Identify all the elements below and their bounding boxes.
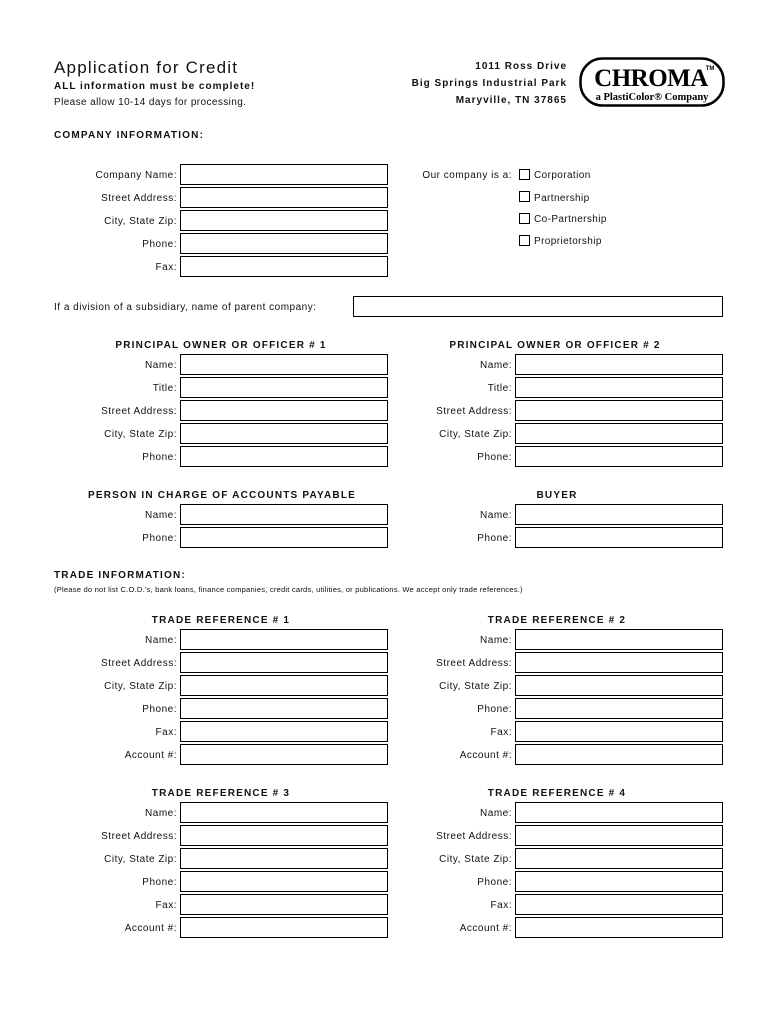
company-fax-label: Fax:: [155, 262, 177, 273]
buyer-name-input[interactable]: [515, 504, 723, 525]
officer-1-header: PRINCIPAL OWNER OR OFFICER # 1: [115, 340, 327, 351]
ref-1-fax-label: Fax:: [155, 727, 177, 738]
trade-section-title: TRADE INFORMATION:: [54, 570, 186, 581]
officer-1-city-input[interactable]: [180, 423, 388, 444]
officer-2-name-input[interactable]: [515, 354, 723, 375]
ref-3-account-input[interactable]: [180, 917, 388, 938]
proprietorship-checkbox[interactable]: [519, 235, 530, 246]
ref-3-street-label: Street Address:: [101, 831, 177, 842]
co-partnership-checkbox[interactable]: [519, 213, 530, 224]
trade-note: (Please do not list C.O.D.'s, bank loans, finance companies, credit cards, utilities, or publications. We accept only trade references.): [54, 585, 523, 594]
ref-4-phone-label: Phone:: [477, 877, 512, 888]
parent-company-input[interactable]: [353, 296, 723, 317]
ref-1-name-label: Name:: [145, 635, 177, 646]
ref-2-fax-input[interactable]: [515, 721, 723, 742]
company-type-label: Our company is a:: [422, 170, 512, 181]
ref-1-street-input[interactable]: [180, 652, 388, 673]
company-fax-input[interactable]: [180, 256, 388, 277]
buyer-header: BUYER: [536, 490, 578, 501]
ref-2-name-label: Name:: [480, 635, 512, 646]
officer-1-city-label: City, State Zip:: [104, 429, 177, 440]
processing-notice: Please allow 10-14 days for processing.: [54, 97, 247, 108]
logo-tagline: a PlastiColor® Company: [595, 92, 709, 103]
address-line-1: 1011 Ross Drive: [475, 61, 567, 72]
completion-notice: ALL information must be complete!: [54, 81, 256, 92]
ref-2-city-input[interactable]: [515, 675, 723, 696]
officer-2-header: PRINCIPAL OWNER OR OFFICER # 2: [449, 340, 661, 351]
parent-company-label: If a division of a subsidiary, name of parent company:: [54, 302, 317, 313]
ref-4-street-label: Street Address:: [436, 831, 512, 842]
company-city-label: City, State Zip:: [104, 216, 177, 227]
logo-trademark: TM: [705, 66, 715, 72]
ap-name-input[interactable]: [180, 504, 388, 525]
officer-1-phone-label: Phone:: [142, 452, 177, 463]
corporation-label: Corporation: [534, 170, 591, 181]
chroma-logo: [579, 57, 725, 107]
ref-1-phone-label: Phone:: [142, 704, 177, 715]
company-street-label: Street Address:: [101, 193, 177, 204]
officer-2-title-label: Title:: [487, 383, 512, 394]
ref-4-city-input[interactable]: [515, 848, 723, 869]
officer-2-phone-label: Phone:: [477, 452, 512, 463]
company-name-label: Company Name:: [95, 170, 177, 181]
ref-4-account-label: Account #:: [459, 923, 512, 934]
ref-4-fax-label: Fax:: [490, 900, 512, 911]
ref-3-account-label: Account #:: [124, 923, 177, 934]
officer-1-title-label: Title:: [152, 383, 177, 394]
ref-3-fax-label: Fax:: [155, 900, 177, 911]
ref-1-name-input[interactable]: [180, 629, 388, 650]
ref-4-name-input[interactable]: [515, 802, 723, 823]
address-line-2: Big Springs Industrial Park: [411, 78, 567, 89]
company-section-title: COMPANY INFORMATION:: [54, 130, 205, 141]
company-name-input[interactable]: [180, 164, 388, 185]
trade-ref-1-header: TRADE REFERENCE # 1: [151, 615, 291, 626]
page-title: Application for Credit: [54, 58, 239, 77]
ref-2-name-input[interactable]: [515, 629, 723, 650]
ref-4-phone-input[interactable]: [515, 871, 723, 892]
ref-4-name-label: Name:: [480, 808, 512, 819]
ref-3-phone-label: Phone:: [142, 877, 177, 888]
accounts-payable-header: PERSON IN CHARGE OF ACCOUNTS PAYABLE: [87, 490, 357, 501]
company-phone-label: Phone:: [142, 239, 177, 250]
ref-3-street-input[interactable]: [180, 825, 388, 846]
ref-3-name-label: Name:: [145, 808, 177, 819]
trade-ref-2-header: TRADE REFERENCE # 2: [487, 615, 627, 626]
trade-ref-4-header: TRADE REFERENCE # 4: [487, 788, 627, 799]
ap-phone-label: Phone:: [142, 533, 177, 544]
ref-1-fax-input[interactable]: [180, 721, 388, 742]
officer-2-title-input[interactable]: [515, 377, 723, 398]
partnership-checkbox[interactable]: [519, 191, 530, 202]
ref-1-street-label: Street Address:: [101, 658, 177, 669]
corporation-checkbox[interactable]: [519, 169, 530, 180]
ref-2-account-label: Account #:: [459, 750, 512, 761]
ref-3-city-label: City, State Zip:: [104, 854, 177, 865]
co-partnership-label: Co-Partnership: [534, 214, 607, 225]
ref-4-street-input[interactable]: [515, 825, 723, 846]
ap-name-label: Name:: [145, 510, 177, 521]
officer-2-street-label: Street Address:: [436, 406, 512, 417]
logo-wordmark: CHROMA: [594, 65, 708, 92]
partnership-label: Partnership: [534, 193, 590, 204]
buyer-phone-label: Phone:: [477, 533, 512, 544]
ref-2-account-input[interactable]: [515, 744, 723, 765]
ref-4-fax-input[interactable]: [515, 894, 723, 915]
officer-1-name-input[interactable]: [180, 354, 388, 375]
ref-3-fax-input[interactable]: [180, 894, 388, 915]
ap-phone-input[interactable]: [180, 527, 388, 548]
company-street-input[interactable]: [180, 187, 388, 208]
ref-1-city-input[interactable]: [180, 675, 388, 696]
address-line-3: Maryville, TN 37865: [455, 95, 567, 106]
trade-ref-3-header: TRADE REFERENCE # 3: [151, 788, 291, 799]
ref-3-phone-input[interactable]: [180, 871, 388, 892]
officer-2-city-label: City, State Zip:: [439, 429, 512, 440]
buyer-name-label: Name:: [480, 510, 512, 521]
ref-2-phone-input[interactable]: [515, 698, 723, 719]
ref-2-city-label: City, State Zip:: [439, 681, 512, 692]
ref-1-city-label: City, State Zip:: [104, 681, 177, 692]
ref-1-account-label: Account #:: [124, 750, 177, 761]
officer-2-city-input[interactable]: [515, 423, 723, 444]
company-phone-input[interactable]: [180, 233, 388, 254]
officer-2-name-label: Name:: [480, 360, 512, 371]
ref-3-city-input[interactable]: [180, 848, 388, 869]
ref-4-account-input[interactable]: [515, 917, 723, 938]
officer-2-phone-input[interactable]: [515, 446, 723, 467]
ref-2-fax-label: Fax:: [490, 727, 512, 738]
buyer-phone-input[interactable]: [515, 527, 723, 548]
proprietorship-label: Proprietorship: [534, 236, 602, 247]
officer-1-street-input[interactable]: [180, 400, 388, 421]
ref-3-name-input[interactable]: [180, 802, 388, 823]
ref-2-street-input[interactable]: [515, 652, 723, 673]
officer-1-name-label: Name:: [145, 360, 177, 371]
officer-1-phone-input[interactable]: [180, 446, 388, 467]
ref-4-city-label: City, State Zip:: [439, 854, 512, 865]
company-city-input[interactable]: [180, 210, 388, 231]
ref-2-phone-label: Phone:: [477, 704, 512, 715]
ref-1-account-input[interactable]: [180, 744, 388, 765]
officer-1-title-input[interactable]: [180, 377, 388, 398]
ref-1-phone-input[interactable]: [180, 698, 388, 719]
ref-2-street-label: Street Address:: [436, 658, 512, 669]
officer-1-street-label: Street Address:: [101, 406, 177, 417]
officer-2-street-input[interactable]: [515, 400, 723, 421]
